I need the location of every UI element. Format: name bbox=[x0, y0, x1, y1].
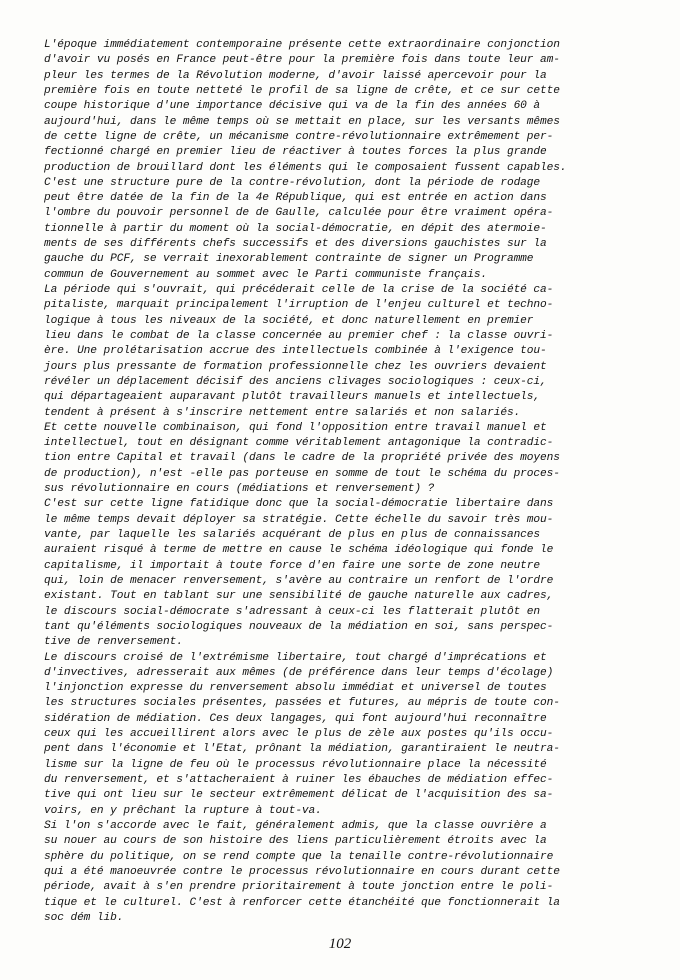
text-line: l'injonction expresse du renversement absolu immédiat et universel de toutes bbox=[44, 682, 547, 695]
text-line: auraient risqué à terme de mettre en cause le schéma idéologique qui fonde le bbox=[44, 544, 554, 557]
text-line: gauche du PCF, se verrait inexorablement contrainte de signer un Programme bbox=[44, 253, 534, 266]
text-line: du renversement, et s'attacheraient à ruiner les ébauches de médiation effec- bbox=[44, 774, 554, 786]
text-line: qui, loin de menacer renversement, s'avère au contraire un renfort de l'ordre bbox=[44, 574, 554, 587]
text-line: d'avoir vu posés en France peut-être pour la première fois dans toute leur am- bbox=[44, 54, 560, 67]
text-line: production de brouillard dont les éléments qui le composaient fussent capables. bbox=[44, 161, 567, 174]
text-line: sus révolutionnaire en cours (médiations et renversement) ? bbox=[44, 483, 435, 496]
text-line: commun de Gouvernement au sommet avec le Parti communiste français. bbox=[44, 268, 488, 281]
text-line: tive qui ont lieu sur le secteur extrêmement délicat de l'acquisition des sa- bbox=[44, 789, 554, 802]
text-line: soc dém lib. bbox=[44, 911, 124, 924]
text-line: su nouer au cours de son histoire des liens particulièrement étroits avec la bbox=[44, 835, 547, 848]
text-line: l'ombre du pouvoir personnel de de Gaulle, calculée pour être vraiment opéra- bbox=[44, 207, 554, 220]
text-line: Si l'on s'accorde avec le fait, généralement admis, que la classe ouvrière a bbox=[44, 819, 547, 832]
text-line: logique à tous les niveaux de la société, et donc naturellement en premier bbox=[44, 314, 534, 327]
text-line: qui a été manoeuvrée contre le processus révolutionnaire en cours durant cette bbox=[44, 865, 560, 878]
text-line: tive de renversement. bbox=[44, 636, 183, 649]
text-line: d'invectives, adresserait aux mêmes (de préférence dans leur temps d'écolage) bbox=[44, 666, 554, 679]
text-line: C'est une structure pure de la contre-révolution, dont la période de rodage bbox=[44, 176, 541, 189]
text-line: voirs, en y prêchant la rupture à tout-va. bbox=[44, 804, 322, 817]
text-line: tion entre Capital et travail (dans le cadre de la propriété privée des moyens bbox=[44, 452, 560, 465]
text-line: pitaliste, marquait principalement l'irruption de l'enjeu culturel et techno- bbox=[44, 299, 554, 312]
text-line: fectionné chargé en premier lieu de réactiver à toutes forces la plus grande bbox=[44, 146, 547, 159]
text-line: période, avait à s'en prendre prioritairement à toute jonction entre le poli- bbox=[44, 881, 554, 894]
text-line: jours plus pressante de formation professionnelle chez les ouvriers devaient bbox=[44, 360, 547, 373]
text-line: de production), n'est -elle pas porteuse en somme de tout le schéma du proces- bbox=[44, 467, 560, 480]
text-line: de cette ligne de crête, un mécanisme contre-révolutionnaire extrêmement per- bbox=[44, 130, 554, 143]
text-line: vante, par laquelle les salariés acquérant de plus en plus de connaissances bbox=[44, 529, 541, 541]
text-line: révéler un déplacement décisif des anciens clivages sociologiques : ceux-ci, bbox=[44, 375, 547, 388]
page-number: 102 bbox=[328, 936, 352, 952]
text-line: ments de ses différents chefs successifs et des diversions gauchistes sur la bbox=[44, 238, 547, 251]
text-line: ceux qui les accueillirent alors avec le plus de zèle aux postes qu'ils occu- bbox=[44, 728, 554, 741]
text-line: pent dans l'économie et l'Etat, prônant la médiation, garantiraient le neutra- bbox=[44, 743, 560, 756]
text-line: aujourd'hui, dans le même temps où se mettait en place, sur les versants mêmes bbox=[44, 115, 560, 128]
text-line: tendent à présent à s'inscrire nettement entre salariés et non salariés. bbox=[44, 406, 521, 419]
text-line: Le discours croisé de l'extrémisme libertaire, tout chargé d'imprécations et bbox=[44, 651, 547, 664]
text-line: La période qui s'ouvrait, qui précéderait celle de la crise de la société ca- bbox=[44, 284, 554, 296]
text-line: pleur les termes de la Révolution moderne, d'avoir laissé apercevoir pour la bbox=[44, 69, 547, 82]
text-line: coupe historique d'une importance décisive qui va de la fin des années 60 à bbox=[44, 100, 541, 113]
text-line: les structures sociales présentes, passées et futures, au mépris de toute con- bbox=[44, 697, 560, 710]
body-text bbox=[44, 38, 656, 926]
text-line: première fois en toute netteté le profil de sa ligne de crête, et ce sur cette bbox=[44, 84, 560, 97]
text-line: ère. Une prolétarisation accrue des intellectuels combinée à l'exigence tou- bbox=[44, 345, 547, 358]
text-line: qui départageaient auparavant plutôt travailleurs manuels et intellectuels, bbox=[44, 391, 541, 404]
text-line: capitalisme, il importait à toute force d'en faire une sorte de zone neutre bbox=[44, 559, 541, 572]
text-line: tant qu'éléments sociologiques nouveaux de la médiation en soi, sans perspec- bbox=[44, 620, 554, 633]
text-line: existant. Tout en tablant sur une sensibilité de gauche naturelle aux cadres, bbox=[44, 590, 554, 603]
text-line: tionnelle à partir du moment où la social-démocratie, en dépit des atermoie- bbox=[44, 222, 547, 235]
text-line: tique et le culturel. C'est à renforcer cette étanchéité que fonctionnerait la bbox=[44, 896, 560, 909]
text-line: sidération de médiation. Ces deux langages, qui font aujourd'hui reconnaître bbox=[44, 712, 547, 725]
text-line: lieu dans le combat de la classe concernée au premier chef : la classe ouvri- bbox=[44, 329, 554, 342]
text-line: sphère du politique, on se rend compte que la tenaille contre-révolutionnaire bbox=[44, 850, 554, 863]
text-line: peut être datée de la fin de la 4e République, qui est entrée en action dans bbox=[44, 192, 547, 205]
text-line: le même temps devait déployer sa stratégie. Cette échelle du savoir très mou- bbox=[44, 513, 554, 526]
text-line: intellectuel, tout en désignant comme véritablement antagonique la contradic- bbox=[44, 437, 554, 450]
text-line: Et cette nouvelle combinaison, qui fond l'opposition entre travail manuel et bbox=[44, 421, 547, 434]
text-line: L'époque immédiatement contemporaine présente cette extraordinaire conjonction bbox=[44, 39, 560, 51]
text-line: C'est sur cette ligne fatidique donc que la social-démocratie libertaire dans bbox=[44, 498, 554, 511]
text-line: lisme sur la ligne de feu où le processus révolutionnaire place la nécessité bbox=[44, 758, 547, 771]
text-line: le discours social-démocrate s'adressant à ceux-ci les flatterait plutôt en bbox=[44, 605, 541, 618]
